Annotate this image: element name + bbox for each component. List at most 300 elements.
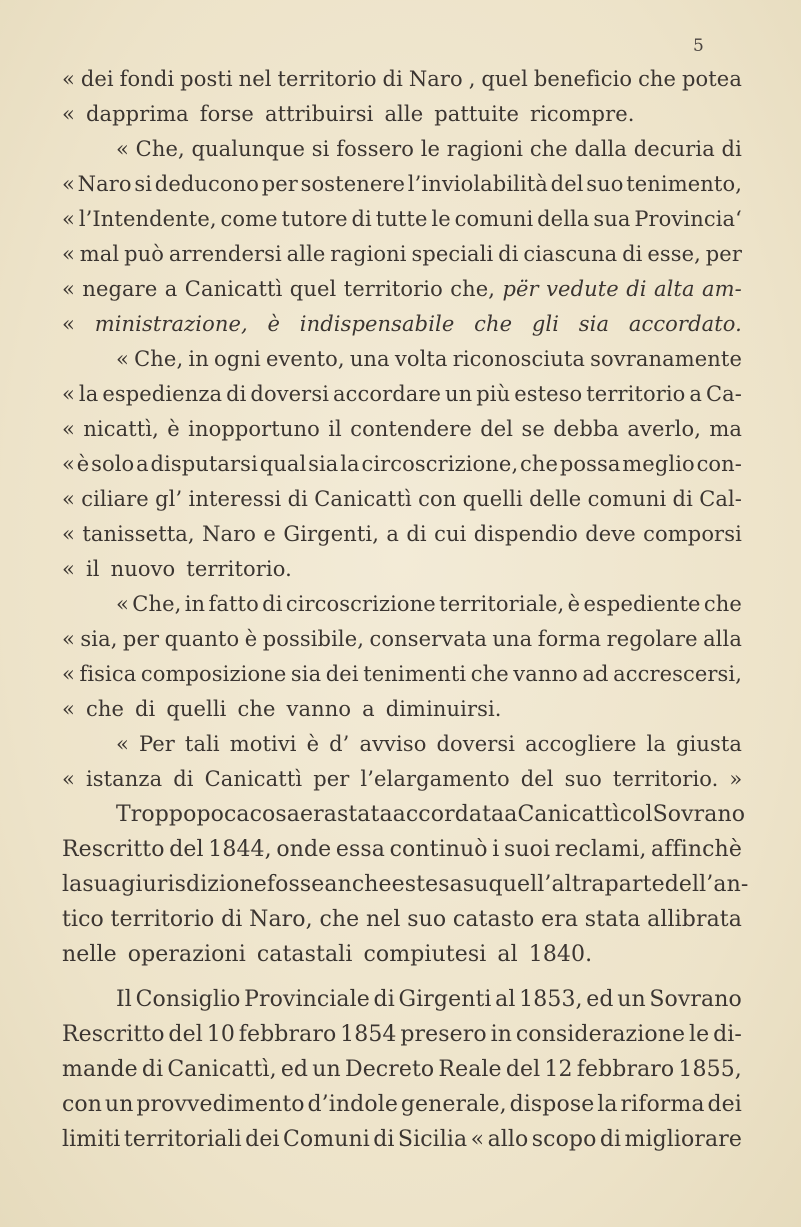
word: le xyxy=(431,207,451,231)
word: con xyxy=(418,487,457,511)
word: për xyxy=(502,277,539,301)
word: espedienza xyxy=(102,382,223,406)
word: un xyxy=(104,1092,134,1117)
word: si xyxy=(311,137,330,161)
word: ed xyxy=(280,1057,309,1082)
text-line xyxy=(62,412,742,447)
word: che xyxy=(529,137,568,161)
word: ad xyxy=(582,662,609,686)
word: dispendio xyxy=(473,522,578,546)
word: Decreto xyxy=(344,1057,435,1082)
word: tico xyxy=(62,907,104,932)
word: tenimento, xyxy=(626,172,742,196)
word: forma xyxy=(537,627,602,651)
word: alla xyxy=(703,627,742,651)
word: Rescritto xyxy=(62,837,165,862)
word: comporsi xyxy=(643,522,742,546)
word: speciali xyxy=(411,242,494,266)
text-line xyxy=(62,552,742,587)
word: territorio xyxy=(277,67,377,91)
word: che xyxy=(319,907,360,932)
word: un xyxy=(445,382,473,406)
word: 1855, xyxy=(678,1057,742,1082)
word: Il xyxy=(116,987,132,1012)
word: l’elargamento xyxy=(360,767,510,791)
word: Che, xyxy=(135,137,185,161)
word: di xyxy=(287,487,308,511)
word: sua xyxy=(82,872,122,897)
word: dei xyxy=(80,67,114,91)
word: qual xyxy=(259,452,307,476)
word: continuò xyxy=(389,837,488,862)
word: in xyxy=(184,592,206,616)
word: comuni xyxy=(587,487,667,511)
word: allibrata xyxy=(647,907,742,932)
word: reclami, xyxy=(554,837,647,862)
word: dapprima xyxy=(85,102,189,126)
word: solo xyxy=(91,452,135,476)
word: generale, xyxy=(400,1092,507,1117)
word: la xyxy=(62,872,83,897)
word: giurisdizione xyxy=(121,872,267,897)
word: in xyxy=(188,347,209,371)
text-body xyxy=(62,62,749,1157)
word: doversi xyxy=(436,732,516,756)
word: « xyxy=(62,487,75,511)
word: debba xyxy=(553,417,620,441)
word: ragioni xyxy=(330,242,407,266)
word: scopo xyxy=(531,1127,597,1152)
word: poca xyxy=(196,802,250,827)
word: parte xyxy=(604,872,665,897)
word: « xyxy=(116,347,129,371)
word: affinchè xyxy=(651,837,742,862)
word: ministrazione, xyxy=(94,312,248,336)
word: catastali xyxy=(256,942,353,967)
word: accogliere xyxy=(525,732,637,756)
word: sovranamente xyxy=(590,347,742,371)
word: considerazione xyxy=(515,1022,686,1047)
word: dei xyxy=(245,1127,280,1152)
word: Girgenti xyxy=(398,987,492,1012)
word: motivi xyxy=(229,732,297,756)
word: l’inviolabilità xyxy=(407,172,548,196)
word: esse, xyxy=(647,242,701,266)
word: riconosciuta xyxy=(452,347,585,371)
word: cosa xyxy=(249,802,300,827)
word: di xyxy=(622,242,643,266)
word: cui xyxy=(434,522,467,546)
word: febbraro xyxy=(576,1057,675,1082)
word: « xyxy=(62,172,75,196)
word: al xyxy=(497,942,518,967)
word: ciascuna xyxy=(523,242,618,266)
word: di xyxy=(221,907,243,932)
text-line xyxy=(62,447,742,482)
text-line xyxy=(62,1052,742,1087)
word: può xyxy=(124,242,165,266)
word: quell’altra xyxy=(488,872,605,897)
text-line xyxy=(62,692,742,727)
word: suo xyxy=(586,172,624,196)
word: col xyxy=(619,802,653,827)
word: tutte xyxy=(375,207,428,231)
word: potea xyxy=(681,67,742,91)
word: a xyxy=(386,522,399,546)
word: istanza xyxy=(85,767,163,791)
word: gl’ xyxy=(155,487,183,511)
word: operazioni xyxy=(127,942,246,967)
word: le xyxy=(688,1022,710,1047)
text-line xyxy=(62,902,742,937)
word: Canicattì xyxy=(204,767,303,791)
text-line xyxy=(62,982,742,1017)
word: Consiglio xyxy=(135,987,241,1012)
word: Naro xyxy=(408,67,463,91)
word: che xyxy=(474,312,513,336)
text-line xyxy=(62,202,742,237)
word: suoi xyxy=(503,837,551,862)
text-line xyxy=(62,377,742,412)
text-line xyxy=(62,867,749,902)
word: inopportuno xyxy=(188,417,320,441)
word: 1844, xyxy=(208,837,272,862)
page-number: 5 xyxy=(693,36,704,56)
word: a xyxy=(164,277,178,301)
text-line xyxy=(62,62,742,97)
word: fondi xyxy=(119,67,175,91)
word: è xyxy=(267,312,281,336)
word: la xyxy=(646,732,666,756)
word: Canicattì xyxy=(184,277,283,301)
text-line xyxy=(62,797,746,832)
word: Sicilia xyxy=(397,1127,468,1152)
word: febbraro xyxy=(238,1022,337,1047)
word: con xyxy=(62,1092,103,1117)
word: conservata xyxy=(369,627,487,651)
word: 10 xyxy=(206,1022,235,1047)
word: « xyxy=(470,1127,485,1152)
word: che xyxy=(237,697,276,721)
word: espediente xyxy=(583,592,701,616)
word: del xyxy=(550,172,584,196)
word: attribuirsi xyxy=(264,102,374,126)
word: forse xyxy=(199,102,254,126)
word: tanissetta, xyxy=(82,522,195,546)
word: fosse xyxy=(266,872,325,897)
text-line xyxy=(62,272,742,307)
word: « xyxy=(62,417,75,441)
word: del xyxy=(168,1022,203,1047)
word: circoscrizione xyxy=(285,592,436,616)
word: di xyxy=(373,1127,395,1152)
text-line xyxy=(62,342,742,377)
word: anche xyxy=(324,872,392,897)
word: 1853, xyxy=(519,987,583,1012)
word: Canicattì xyxy=(517,802,620,827)
word: suo xyxy=(407,907,447,932)
word: Per xyxy=(138,732,175,756)
word: « xyxy=(62,102,75,126)
word: un xyxy=(617,987,646,1012)
word: e xyxy=(263,522,276,546)
word: dispose xyxy=(509,1092,595,1117)
word: giusta xyxy=(675,732,742,756)
word: che, xyxy=(450,277,496,301)
word: sia xyxy=(290,662,322,686)
word: in xyxy=(490,1022,513,1047)
word: nel xyxy=(365,907,401,932)
word: ragioni xyxy=(446,137,524,161)
word: come xyxy=(220,207,278,231)
word: « xyxy=(62,557,75,581)
word: un xyxy=(312,1057,341,1082)
word: possa xyxy=(559,452,621,476)
word: a xyxy=(689,382,702,406)
word: doversi xyxy=(250,382,330,406)
word: per xyxy=(313,767,350,791)
word: volta xyxy=(394,347,448,371)
word: circoscrizione, xyxy=(361,452,519,476)
word: « xyxy=(62,277,75,301)
word: 1840. xyxy=(528,942,593,967)
word: alta xyxy=(654,277,695,301)
text-line xyxy=(62,97,742,132)
word: d’ xyxy=(329,732,350,756)
word: composizione xyxy=(140,662,287,686)
word: Sovrano xyxy=(652,802,746,827)
word: di xyxy=(626,277,647,301)
word: migliorare xyxy=(624,1127,742,1152)
word: di xyxy=(721,137,742,161)
word: Reale xyxy=(438,1057,502,1082)
word: è xyxy=(244,627,258,651)
word: regolare xyxy=(606,627,698,651)
word: indispensabile xyxy=(299,312,455,336)
word: deducono xyxy=(154,172,260,196)
word: territorio xyxy=(343,277,443,301)
word: decuria xyxy=(633,137,715,161)
word: allo xyxy=(487,1127,529,1152)
word: le xyxy=(420,137,441,161)
text-line xyxy=(62,937,742,972)
word: sia, xyxy=(80,627,118,651)
word: deve xyxy=(585,522,636,546)
word: limiti xyxy=(62,1127,121,1152)
word: Ca- xyxy=(705,382,742,406)
word: quel xyxy=(289,277,337,301)
word: territoriali xyxy=(123,1127,242,1152)
word: sua xyxy=(593,207,631,231)
word: di xyxy=(382,67,403,91)
word: Provinciale xyxy=(244,987,370,1012)
word: era xyxy=(541,907,579,932)
word: pattuite xyxy=(434,102,519,126)
word: fisica xyxy=(79,662,137,686)
word: per xyxy=(122,627,160,651)
paragraph-gap xyxy=(62,972,742,982)
word: alle xyxy=(384,102,424,126)
word: della xyxy=(537,207,590,231)
word: « xyxy=(116,592,129,616)
word: posti xyxy=(180,67,233,91)
word: una xyxy=(349,347,390,371)
word: di xyxy=(406,522,427,546)
word: estesa xyxy=(391,872,463,897)
word: « xyxy=(62,382,75,406)
word: « xyxy=(116,137,129,161)
text-line xyxy=(62,482,742,517)
word: sostenere xyxy=(300,172,406,196)
word: di xyxy=(599,1127,622,1152)
word: fatto xyxy=(208,592,259,616)
word: comuni xyxy=(454,207,534,231)
word: contendere xyxy=(350,417,472,441)
word: l’Intendente, xyxy=(78,207,217,231)
text-line xyxy=(62,727,742,762)
word: vanno xyxy=(513,662,578,686)
word: per xyxy=(261,172,298,196)
word: di xyxy=(672,487,693,511)
word: a xyxy=(136,452,149,476)
word: dei xyxy=(707,1092,742,1117)
word: Sovrano xyxy=(649,987,742,1012)
word: diminuirsi. xyxy=(385,697,502,721)
word: Girgenti, xyxy=(283,522,379,546)
word: che xyxy=(703,592,742,616)
word: , xyxy=(468,67,476,91)
word: mal xyxy=(79,242,120,266)
word: nelle xyxy=(62,942,117,967)
word: si xyxy=(134,172,153,196)
word: esteso xyxy=(514,382,583,406)
word: Canicattì, xyxy=(167,1057,277,1082)
word: per xyxy=(705,242,742,266)
word: la xyxy=(597,1092,618,1117)
word: territorio. xyxy=(186,557,292,581)
word: dell’an- xyxy=(664,872,749,897)
word: dei xyxy=(325,662,359,686)
word: averlo, xyxy=(627,417,701,441)
word: più xyxy=(476,382,511,406)
word: quelli xyxy=(462,487,523,511)
word: del xyxy=(520,767,554,791)
word: del xyxy=(505,1057,541,1082)
word: quanto xyxy=(164,627,240,651)
text-line xyxy=(62,167,742,202)
word: alle xyxy=(286,242,326,266)
text-line xyxy=(62,762,742,797)
word: a xyxy=(362,697,375,721)
word: al xyxy=(495,987,516,1012)
text-line xyxy=(62,1122,742,1157)
word: d’indole xyxy=(307,1092,398,1117)
word: catasto xyxy=(452,907,535,932)
word: che xyxy=(520,452,559,476)
word: ogni xyxy=(214,347,261,371)
word: am- xyxy=(702,277,742,301)
word: che xyxy=(470,662,509,686)
word: tali xyxy=(184,732,220,756)
word: ma xyxy=(709,417,742,441)
word: è xyxy=(306,732,320,756)
word: 1854 xyxy=(340,1022,397,1047)
word: Cal- xyxy=(699,487,742,511)
word: è xyxy=(76,452,90,476)
word: sia xyxy=(308,452,339,476)
word: 12 xyxy=(544,1057,573,1082)
word: di xyxy=(141,1057,164,1082)
text-line xyxy=(62,237,742,272)
word: di xyxy=(262,592,283,616)
word: « xyxy=(62,627,75,651)
word: « xyxy=(62,697,75,721)
word: del xyxy=(480,417,514,441)
word: era xyxy=(300,802,337,827)
word: fossero xyxy=(336,137,414,161)
text-line xyxy=(62,307,742,342)
word: nicattì, xyxy=(83,417,159,441)
word: « xyxy=(62,242,75,266)
word: « xyxy=(62,662,75,686)
word: beneficio xyxy=(533,67,633,91)
word: dalla xyxy=(574,137,627,161)
text-line xyxy=(62,657,742,692)
word: Naro xyxy=(202,522,257,546)
word: nel xyxy=(238,67,272,91)
word: che xyxy=(85,697,124,721)
word: arrendersi xyxy=(168,242,282,266)
word: » xyxy=(729,767,743,791)
text-line xyxy=(62,587,742,622)
word: avviso xyxy=(359,732,427,756)
word: quelli xyxy=(166,697,227,721)
word: di xyxy=(373,987,395,1012)
word: è xyxy=(167,417,180,441)
word: vanno xyxy=(286,697,352,721)
word: una xyxy=(492,627,533,651)
word: Troppo xyxy=(116,802,197,827)
word: sia xyxy=(578,312,610,336)
word: meglio xyxy=(622,452,695,476)
text-line xyxy=(62,1087,742,1122)
word: il xyxy=(328,417,342,441)
word: « xyxy=(62,207,75,231)
text-line xyxy=(62,1017,742,1052)
word: territorio xyxy=(586,382,686,406)
word: Rescritto xyxy=(62,1022,165,1047)
word: di xyxy=(351,207,372,231)
word: di xyxy=(498,242,519,266)
word: delle xyxy=(529,487,582,511)
word: di- xyxy=(713,1022,742,1047)
word: la xyxy=(340,452,360,476)
word: essa xyxy=(335,837,385,862)
word: ed xyxy=(586,987,614,1012)
word: « xyxy=(62,312,75,336)
word: di xyxy=(226,382,247,406)
word: accordare xyxy=(332,382,442,406)
word: negare xyxy=(82,277,158,301)
word: su xyxy=(462,872,489,897)
word: gli xyxy=(531,312,560,336)
word: stata xyxy=(584,907,641,932)
word: ricompre. xyxy=(529,102,635,126)
word: provvedimento xyxy=(136,1092,305,1117)
word: del xyxy=(169,837,204,862)
word: « xyxy=(62,767,75,791)
word: suo xyxy=(564,767,602,791)
